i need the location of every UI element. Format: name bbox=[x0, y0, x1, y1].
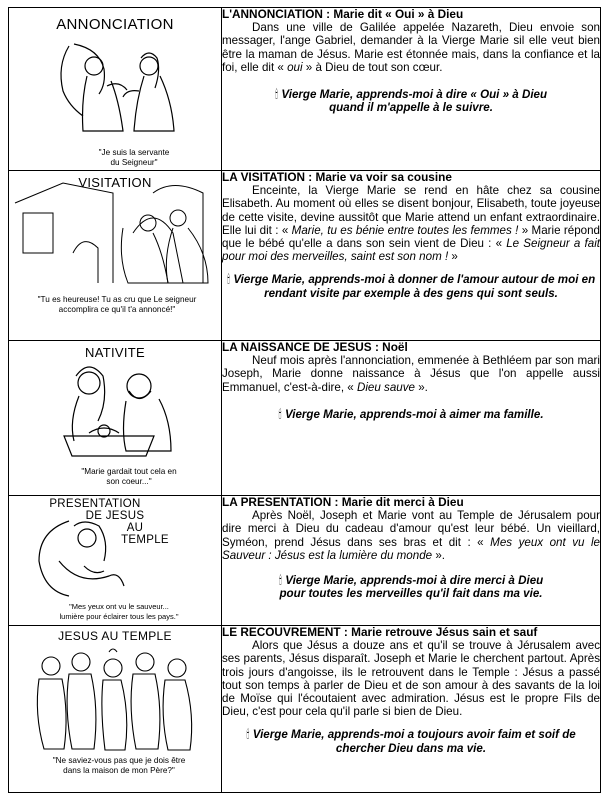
picture-quote: "Je suis la servante du Seigneur" bbox=[98, 148, 170, 167]
text-cell bbox=[222, 171, 601, 341]
illustration-cell bbox=[9, 171, 222, 341]
candle-icon: 🕯 bbox=[278, 574, 283, 588]
section-heading: LA VISITATION : Marie va voir sa cousine bbox=[222, 170, 452, 184]
heading-label: L'ANNONCIATION : bbox=[222, 7, 331, 21]
illustration-cell bbox=[9, 626, 222, 793]
section-heading: LA NAISSANCE DE JESUS : Noël bbox=[222, 340, 408, 354]
picture-quote: "Tu es heureuse! Tu as cru que Le seigneur accomplira ce qu'il t'a annoncé!" bbox=[37, 295, 197, 314]
prayer: 🕯 Vierge Marie, apprends-moi a toujours avoir faim et soif de chercher Dieu dans ma vie. bbox=[246, 728, 576, 755]
prayer: 🕯 Vierge Marie, apprends-moi à aimer ma famille. bbox=[278, 407, 544, 421]
picture-title: NATIVITE bbox=[85, 345, 145, 360]
illustration-cell bbox=[9, 341, 222, 496]
picture-title: JESUS AU TEMPLE bbox=[58, 629, 172, 643]
picture-quote: "Ne saviez-vous pas que je dois être dans la maison de mon Père?" bbox=[52, 756, 186, 775]
visitation-drawing bbox=[13, 173, 218, 291]
section-heading: LE RECOUVREMENT : Marie retrouve Jésus sain et sauf bbox=[222, 625, 538, 639]
annunciation-drawing bbox=[49, 36, 189, 146]
section-heading bbox=[222, 8, 600, 21]
text-cell bbox=[222, 496, 601, 626]
section-body: Dans une ville de Galilée appelée Nazareth, Dieu envoie son messager, l'ange Gabriel, demander à la Vierge Marie sil elle veut bien être la maman de Jésus. Marie est étonnée mais, dans la confiance et la foi, elle dit « oui » à Dieu de tout son cœur. bbox=[222, 21, 600, 74]
candle-icon: 🕯 bbox=[278, 407, 282, 421]
picture-quote: "Marie gardait tout cela en son coeur..." bbox=[81, 467, 177, 486]
prayer: 🕯 Vierge Marie, apprends-moi à dire « Oui » à Dieu quand il m'appelle à le suivre. bbox=[274, 88, 548, 115]
candle-icon: 🕯 bbox=[274, 88, 279, 102]
text-cell bbox=[222, 626, 601, 793]
table-row bbox=[9, 8, 601, 171]
text-cell bbox=[222, 341, 601, 496]
presentation-drawing bbox=[29, 516, 139, 601]
illustration-cell: PRESENTATION DE JESUS AU TEMPLE "Mes yeux ont vu le sauveur... lumière pour éclairer tous les pays." bbox=[9, 496, 222, 626]
table-row bbox=[9, 341, 601, 496]
picture-title: PRESENTATION bbox=[49, 498, 141, 510]
mysteries-table bbox=[8, 7, 601, 793]
table-row bbox=[9, 496, 601, 626]
candle-icon: 🕯 bbox=[226, 273, 231, 287]
prayer: 🕯 Vierge Marie, apprends-moi à donner de l'amour autour de moi en rendant visite par exemple à des gens qui sont seuls. bbox=[226, 273, 596, 300]
section-heading: LA PRESENTATION : Marie dit merci à Dieu bbox=[222, 495, 464, 509]
table-row bbox=[9, 171, 601, 341]
picture-title: VISITATION bbox=[78, 175, 152, 190]
picture-quote: "Mes yeux ont vu le sauveur... lumière pour éclairer tous les pays." bbox=[59, 602, 179, 621]
picture-title: ANNONCIATION bbox=[56, 16, 174, 33]
text-cell bbox=[222, 8, 601, 171]
candle-icon: 🕯 bbox=[246, 728, 250, 742]
illustration-cell bbox=[9, 8, 222, 171]
nativity-drawing bbox=[54, 361, 184, 466]
heading-rest: Marie dit « Oui » à Dieu bbox=[330, 7, 464, 21]
section-body: Alors que Jésus a douze ans et qu'il se trouve à Jérusalem avec ses parents, Jésus disparaît. Joseph et Marie le cherchent partout. Après trois jours d'angoisse, ils le retrouvent dans le Temple : Jésus a passé tout son temps à parler de Dieu et de son amour à des savants de la loi de Moïse qui l'écoutaient avec admiration. Jésus est le propre Fils de Dieu, c'est pour cela qu'il parle si bien de Dieu. bbox=[222, 639, 600, 719]
prayer: 🕯 Vierge Marie, apprends-moi à dire merci à Dieu pour toutes les merveilles qu'il fait dans ma vie. bbox=[278, 574, 544, 601]
temple-drawing bbox=[29, 644, 204, 752]
section-body: Enceinte, la Vierge Marie se rend en hâte chez sa cousine Elisabeth. Au moment où elles se disent bonjour, Elisabeth, toute joyeuse de cette visite, devine aussitôt que Marie attend un enfant extraordinaire. Elle lui dit : « Marie, tu es bénie entre toutes les femmes ! » Marie répond que le bébé qu'elle a dans son sein vient de Dieu : « Le Seigneur a fait pour moi des merveilles, saint est son nom ! » bbox=[222, 184, 601, 264]
section-body: Après Noël, Joseph et Marie vont au Temple de Jérusalem pour dire merci à Dieu du cadeau d'amour qu'est leur bébé. Un vieillard, Syméon, prend Jésus dans ses bras et dit : « Mes yeux ont vu le Sauveur : Jésus est la lumière du monde ». bbox=[222, 509, 600, 562]
table-row bbox=[9, 626, 601, 793]
section-body: Neuf mois après l'annonciation, emmenée à Bethléem par son mari Joseph, Marie donne naissance à Jésus que l'on appelle aussi Emmanuel, c'est-à-dire, « Dieu sauve ». bbox=[222, 354, 600, 394]
